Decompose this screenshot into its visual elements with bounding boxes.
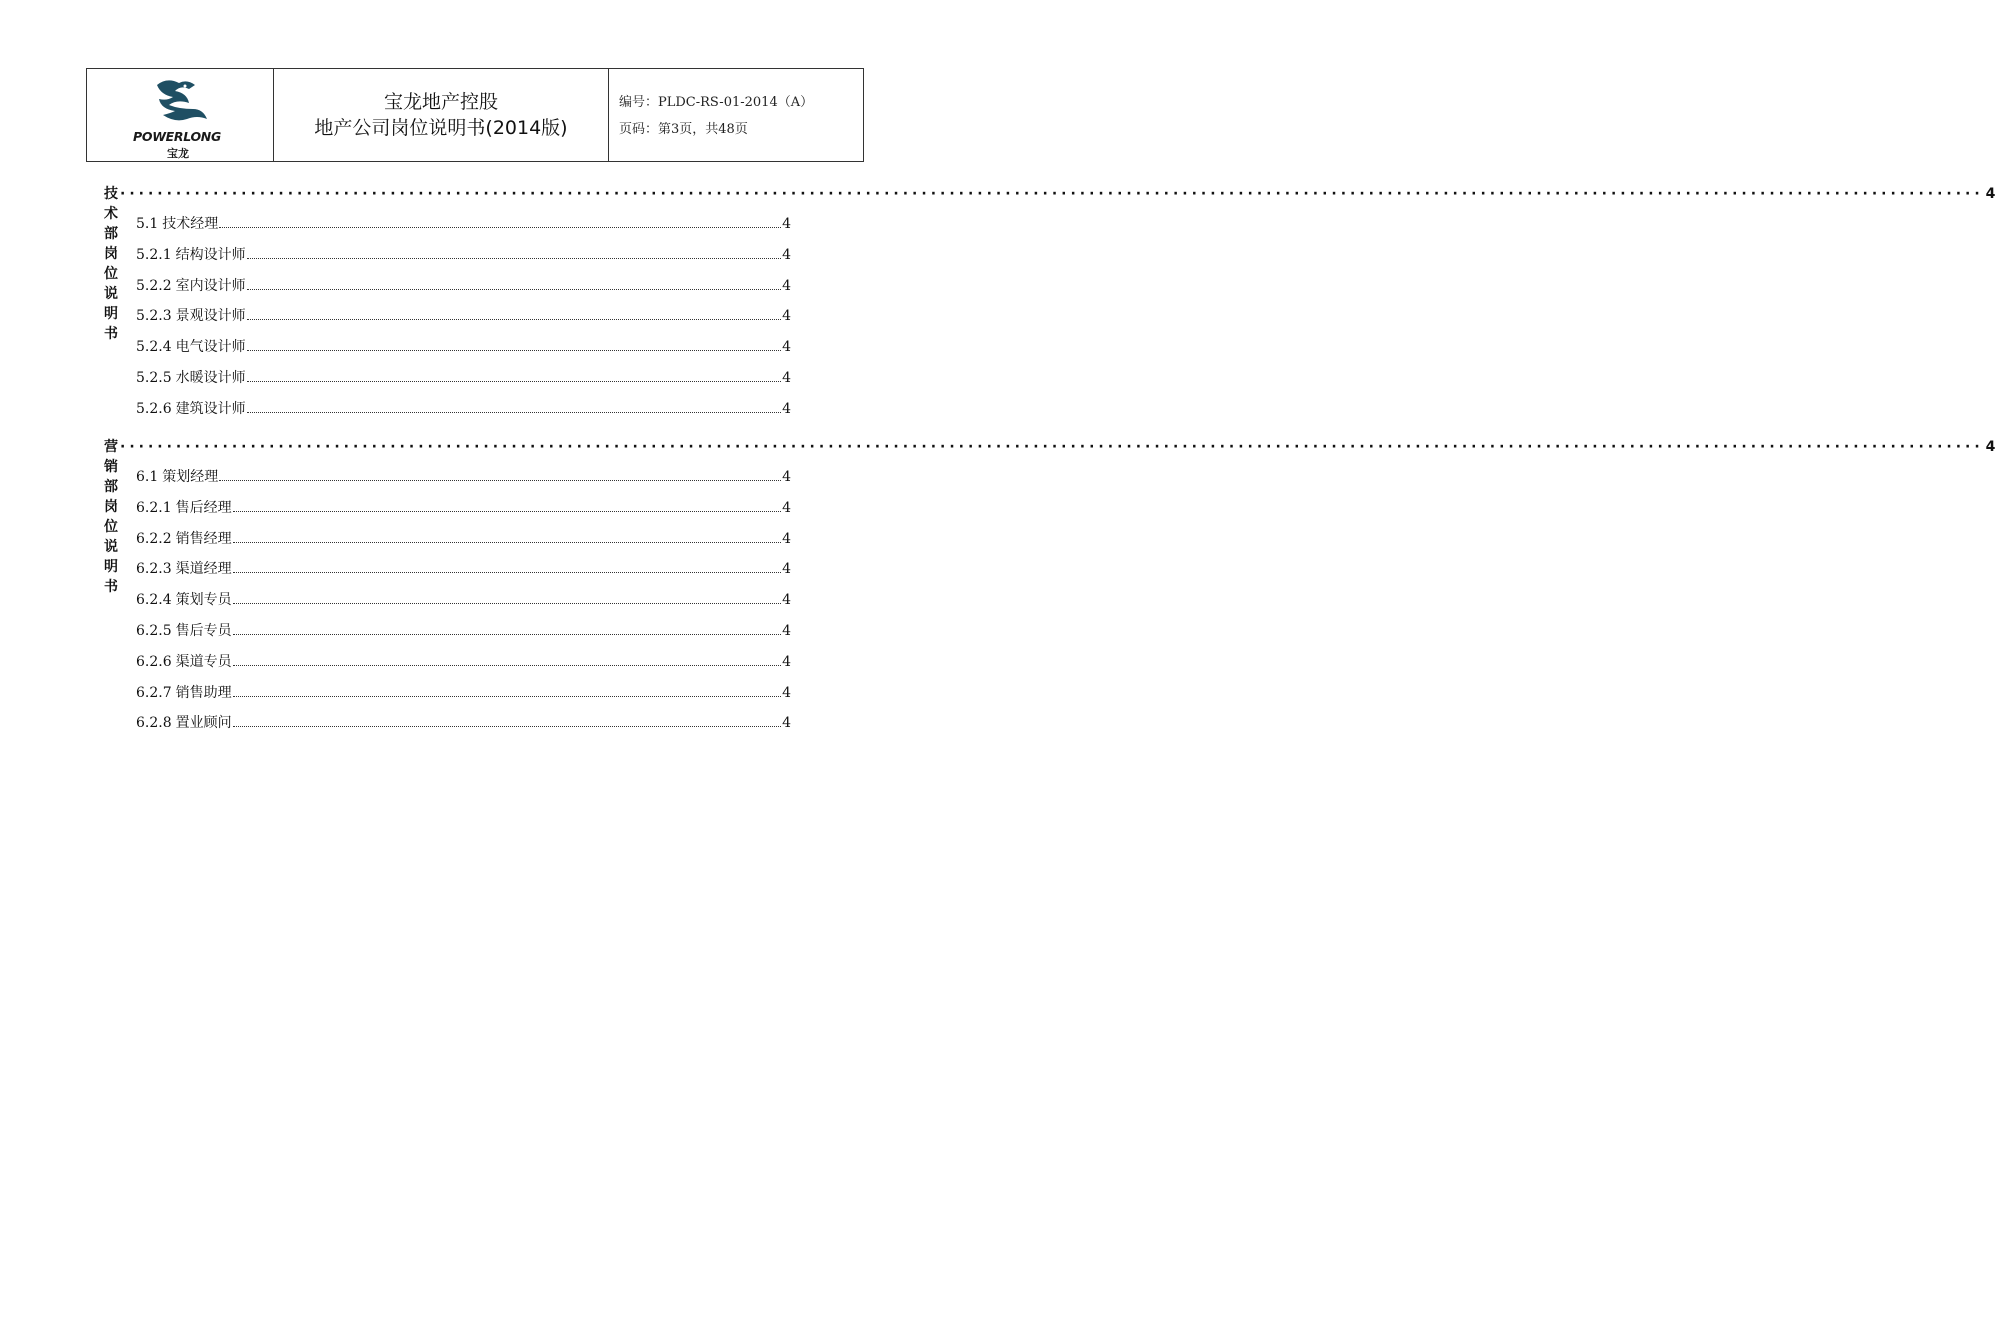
toc-item-number: 5.2.4 <box>136 339 172 356</box>
toc-page-number: 4 <box>782 530 791 547</box>
logo-text-cn: 宝龙 <box>167 147 189 160</box>
toc-item-label: 建筑设计师 <box>175 400 246 417</box>
toc-item-number: 6.2.1 <box>136 499 172 516</box>
toc-item-number: 6.2.4 <box>136 592 172 609</box>
toc-item-entry[interactable] <box>136 682 791 702</box>
toc-item-number: 5.2.3 <box>136 308 172 325</box>
toc-leader-dots: ········································································································································································································ <box>120 186 1984 202</box>
toc-leader-dots <box>233 695 781 697</box>
document-number: 编号：PLDC-RS-01-2014（A） <box>619 95 814 110</box>
toc-section-title: 营销部岗位说明书 <box>104 439 118 595</box>
toc-leader-dots <box>219 226 781 228</box>
toc-item-number: 6.2.2 <box>136 530 172 547</box>
toc-item-label: 策划经理 <box>162 469 219 485</box>
toc-page-number: 4 <box>782 653 791 670</box>
toc-item-label: 电气设计师 <box>175 339 246 356</box>
toc-item-number: 6.2.8 <box>136 715 172 732</box>
toc-page-number: 4 <box>782 216 791 232</box>
toc-item-entry[interactable] <box>136 589 791 609</box>
toc-item-number: 5.2.1 <box>136 246 172 263</box>
toc-leader-dots <box>233 602 781 604</box>
toc-item-number: 6.1 <box>136 469 159 485</box>
toc-leader-dots <box>247 257 781 259</box>
toc-item-entry[interactable] <box>136 336 791 356</box>
toc-item-number: 6.2.6 <box>136 653 172 670</box>
toc-page-number: 4 <box>1985 186 1995 202</box>
toc-item-number: 5.2.5 <box>136 370 172 386</box>
toc-item-label: 策划专员 <box>175 592 232 609</box>
toc-leader-dots <box>219 479 781 481</box>
toc-page-number: 4 <box>782 370 791 386</box>
toc-item-entry[interactable] <box>136 528 791 548</box>
toc-page-number: 4 <box>782 499 791 516</box>
toc-leader-dots <box>247 411 781 413</box>
toc-item-entry[interactable] <box>136 213 791 233</box>
toc-item-entry[interactable] <box>136 712 791 732</box>
logo-cell <box>87 69 274 161</box>
toc-section-title: 技术部岗位说明书 <box>104 186 118 342</box>
toc-page-number: 4 <box>782 469 791 485</box>
page-info: 页码：第3页，共48页 <box>619 122 748 137</box>
toc-item-label: 置业顾问 <box>175 715 232 732</box>
toc-item-number: 6.2.7 <box>136 684 172 701</box>
toc-leader-dots <box>233 633 781 635</box>
toc-page-number: 4 <box>782 715 791 732</box>
document-title: 地产公司岗位说明书(2014版) <box>314 117 568 139</box>
logo-text-en: POWERLONG <box>133 129 221 144</box>
toc-item-label: 技术经理 <box>162 216 219 232</box>
toc-page-number: 4 <box>782 277 791 294</box>
toc-item-label: 售后经理 <box>175 499 232 516</box>
toc-item-label: 水暖设计师 <box>175 370 246 386</box>
toc-item-label: 销售助理 <box>175 684 232 701</box>
toc-page-number: 4 <box>782 400 791 417</box>
toc-item-label: 渠道专员 <box>175 653 232 670</box>
toc-item-number: 6.2.5 <box>136 623 172 639</box>
toc-item-entry[interactable] <box>136 305 791 325</box>
toc-page-number: 4 <box>782 561 791 578</box>
toc-item-entry[interactable] <box>136 244 791 264</box>
toc-item-label: 渠道经理 <box>175 561 232 578</box>
toc-item-number: 5.2.6 <box>136 400 172 417</box>
toc-page-number: 4 <box>782 684 791 701</box>
toc-item-entry[interactable] <box>136 620 791 640</box>
toc-leader-dots <box>233 725 781 727</box>
toc-leader-dots <box>247 288 781 290</box>
document-header <box>86 68 864 162</box>
toc-page-number: 4 <box>782 339 791 356</box>
toc-leader-dots: ········································································································································································································ <box>120 439 1984 455</box>
toc-item-number: 6.2.3 <box>136 561 172 578</box>
toc-item-entry[interactable] <box>136 651 791 671</box>
toc-item-label: 销售经理 <box>175 530 232 547</box>
toc-leader-dots <box>233 571 781 573</box>
toc-item-label: 室内设计师 <box>175 277 246 294</box>
company-name: 宝龙地产控股 <box>383 91 498 113</box>
info-cell <box>609 69 863 161</box>
toc-leader-dots <box>233 664 781 666</box>
title-cell <box>274 69 609 161</box>
dragon-logo-icon <box>147 75 219 131</box>
toc-item-number: 5.2.2 <box>136 277 172 294</box>
toc-page-number: 4 <box>782 246 791 263</box>
toc-item-entry[interactable] <box>136 367 791 387</box>
toc-item-label: 结构设计师 <box>175 246 246 263</box>
toc-item-entry[interactable] <box>136 398 791 418</box>
toc-page-number: 4 <box>782 592 791 609</box>
toc-item-entry[interactable] <box>136 466 791 486</box>
toc-page-number: 4 <box>1985 439 1995 455</box>
toc-item-label: 景观设计师 <box>175 308 246 325</box>
toc-item-entry[interactable] <box>136 275 791 295</box>
toc-leader-dots <box>233 510 781 512</box>
toc-leader-dots <box>247 349 781 351</box>
toc-item-label: 售后专员 <box>175 623 232 639</box>
toc-item-entry[interactable] <box>136 497 791 517</box>
toc-item-entry[interactable] <box>136 558 791 578</box>
toc-page-number: 4 <box>782 308 791 325</box>
toc-page-number: 4 <box>782 623 791 639</box>
toc-item-number: 5.1 <box>136 216 159 232</box>
toc-leader-dots <box>233 541 781 543</box>
toc-leader-dots <box>247 380 781 382</box>
toc-leader-dots <box>247 318 781 320</box>
